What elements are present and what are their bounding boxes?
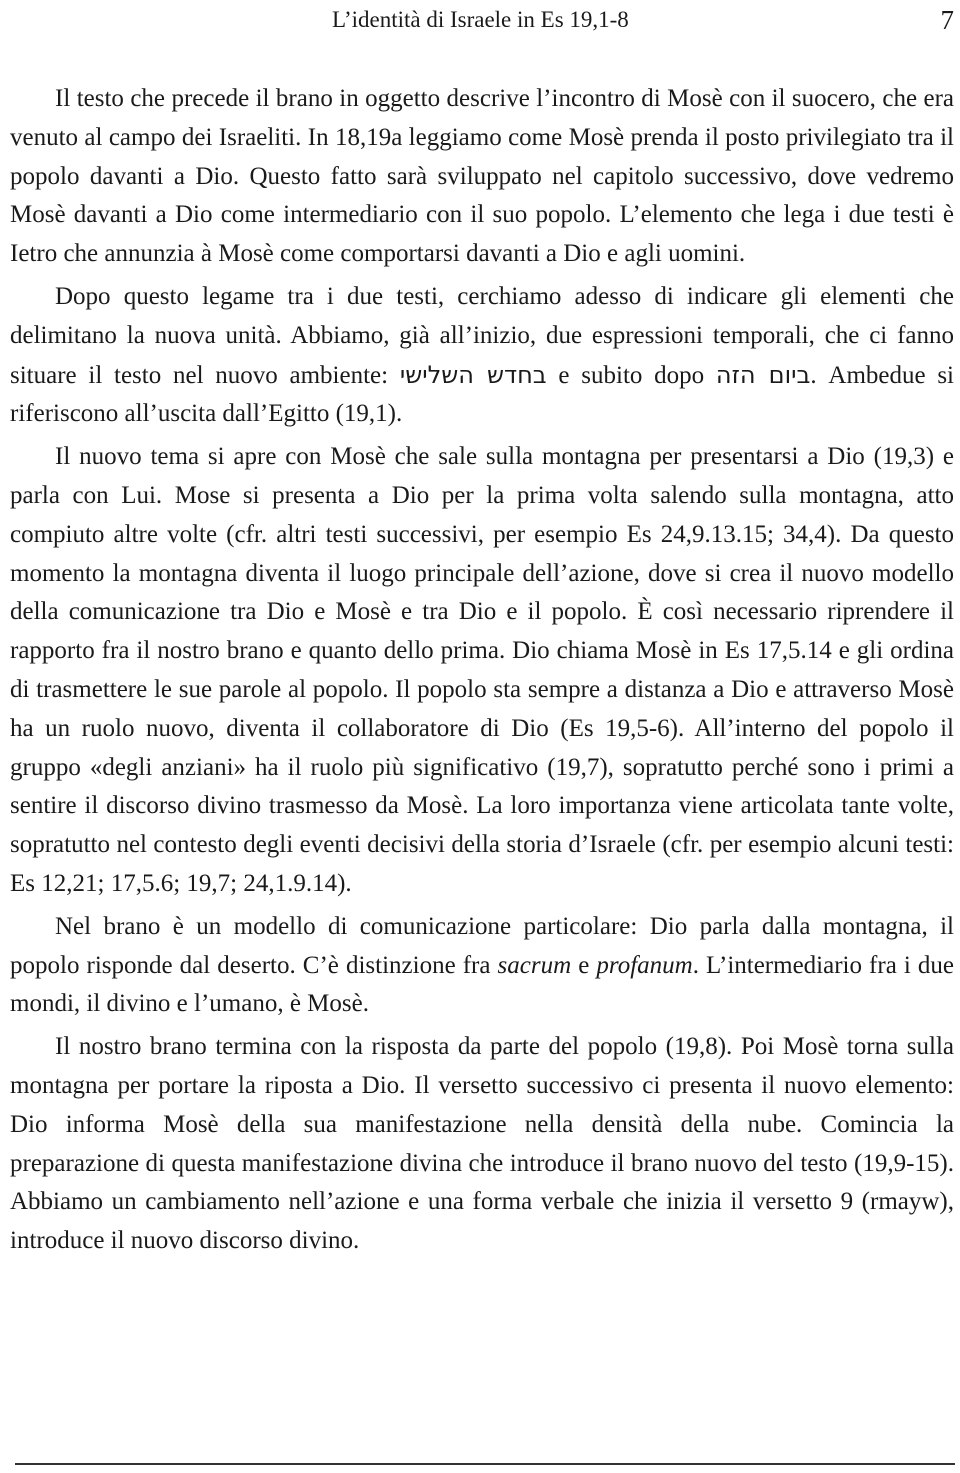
italic-term-sacrum: sacrum: [497, 951, 572, 979]
running-title: L’identità di Israele in Es 19,1-8: [332, 7, 629, 32]
hebrew-phrase-third-month: בחדש השלישי: [399, 360, 547, 389]
paragraph-1: Il testo che precede il brano in oggetto descrive l’incontro di Mosè con il suocero, che era venuto al campo dei Israeliti. In 18,19a leggiamo come Mosè prenda il posto privilegiato tra il popolo davanti a Dio. Questo fatto sarà sviluppato nel capitolo successivo, dove vedremo Mosè davanti a Dio come intermediario con il suo popolo. L’elemento che lega i due testi è Ietro che annunzia à Mosè come comportarsi davanti a Dio e agli uomini.: [10, 85, 954, 268]
page-header: [10, 2, 954, 38]
footer-rule: [15, 1463, 955, 1465]
paragraph-2-text-a: Dopo questo legame tra i due testi, cerchiamo adesso di indicare gli elementi che delimitano la nuova unità. Abbiamo, già all’inizio, due espressioni temporali, che ci fanno situare il testo nel nuovo ambiente:: [10, 282, 954, 389]
paragraph-4: [10, 908, 954, 1024]
italic-term-profanum: profanum: [596, 951, 693, 979]
document-page: [10, 0, 954, 1473]
paragraph-2-text-c: . Ambedue si riferiscono all’uscita dall’Egitto (19,1).: [10, 361, 954, 428]
paragraph-2: [10, 278, 954, 434]
paragraph-4-text-c: . L’intermediario fra i due mondi, il divino e l’umano, è Mosè.: [10, 951, 954, 1018]
paragraph-4-text-a: Nel brano è un modello di comunicazione particolare: Dio parla dalla montagna, il popolo risponde dal deserto. C’è distinzione fra: [10, 912, 954, 979]
paragraph-5: Il nostro brano termina con la risposta da parte del popolo (19,8). Poi Mosè torna sulla montagna per portare la riposta a Dio. Il versetto successivo ci presenta il nuovo elemento: Dio informa Mosè della sua manifestazione nella densità della nube. Comincia la preparazione di questa manifestazione divina che introduce il brano nuovo del testo (19,9-15). Abbiamo un cambiamento nell’azione e una forma verbale che inizia il versetto 9 (rmayw), introduce il nuovo discorso divino.: [10, 1033, 954, 1255]
page-number: 7: [940, 5, 954, 35]
paragraph-4-text-b: e: [571, 951, 597, 979]
hebrew-phrase-this-day: ביום הזה: [715, 360, 811, 389]
body-text: [10, 80, 954, 1265]
paragraph-2-text-b: e subito dopo: [546, 361, 716, 389]
paragraph-3: Il nuovo tema si apre con Mosè che sale sulla montagna per presentarsi a Dio (19,3) e parla con Lui. Mose si presenta a Dio per la prima volta salendo sulla montagna, atto compiuto altre volte (cfr. altri testi successivi, per esempio Es 24,9.13.15; 34,4). Da questo momento la montagna diventa il luogo principale dell’azione, dove si crea il nuovo modello della comunicazione tra Dio e Mosè e tra Dio e il popolo. È così necessario riprendere il rapporto fra il nostro brano e quanto dello prima. Dio chiama Mosè in Es 17,5.14 e gli ordina di trasmettere le sue parole al popolo. Il popolo sta sempre a distanza a Dio e attraverso Mosè ha un ruolo nuovo, diventa il collaboratore di Dio (Es 19,5-6). All’interno del popolo il gruppo «degli anziani» ha il ruolo più significativo (19,7), sopratutto perché sono i primi a sentire il discorso divino trasmesso da Mosè. La loro importanza viene articolata tante volte, sopratutto nel contesto degli eventi decisivi della storia d’Israele (cfr. per esempio alcuni testi: Es 12,21; 17,5.6; 19,7; 24,1.9.14).: [10, 443, 954, 897]
